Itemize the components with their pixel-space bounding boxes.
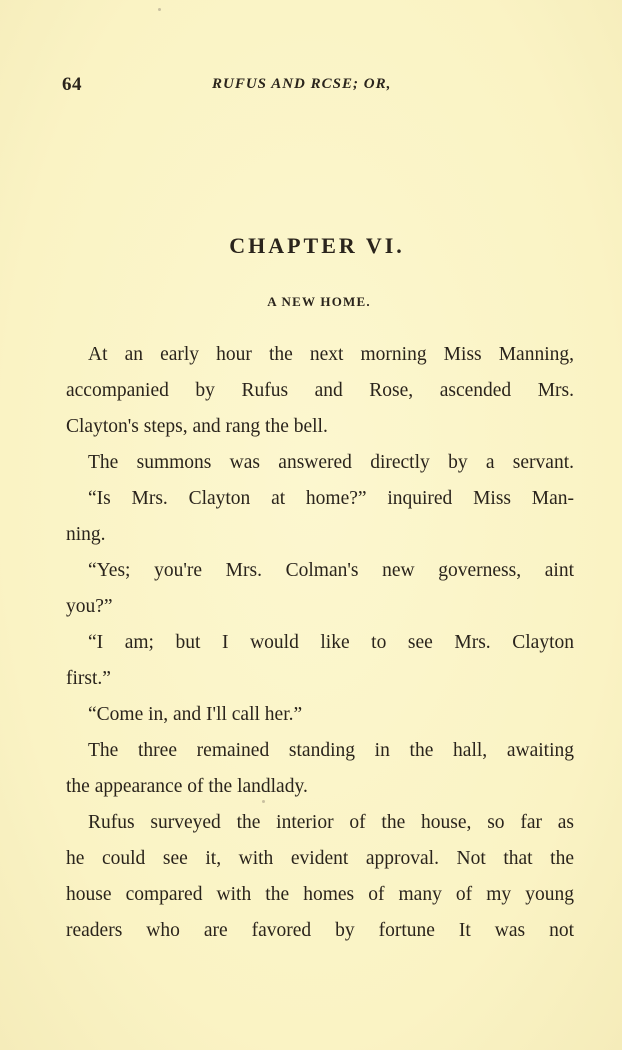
page-number: 64	[62, 74, 82, 95]
paper-speck	[158, 8, 161, 11]
text-line: Clayton's steps, and rang the bell.	[66, 416, 328, 437]
text-line: he could see it, with evident approval. Not that the	[66, 848, 574, 869]
text-line: “I am; but I would like to see Mrs. Clayton	[88, 632, 574, 653]
text-line: “Is Mrs. Clayton at home?” inquired Miss Man-	[88, 488, 574, 509]
text-line: you?”	[66, 596, 113, 617]
chapter-title: CHAPTER VI.	[229, 233, 405, 258]
page-header	[62, 74, 582, 98]
text-line: “Come in, and I'll call her.”	[88, 704, 303, 725]
text-line: At an early hour the next morning Miss Manning,	[88, 344, 574, 365]
chapter-subtitle: A NEW HOME.	[267, 294, 371, 309]
running-head: RUFUS AND RCSE; OR,	[212, 76, 392, 92]
text-line: first.”	[66, 668, 111, 689]
text-line: the appearance of the landlady.	[66, 776, 308, 797]
text-line: readers who are favored by fortune It was not	[66, 920, 574, 941]
text-line: “Yes; you're Mrs. Colman's new governess, aint	[88, 560, 574, 581]
text-line: Rufus surveyed the interior of the house, so far as	[88, 812, 574, 833]
paper-speck	[262, 800, 265, 803]
text-line: accompanied by Rufus and Rose, ascended Mrs.	[66, 380, 574, 401]
text-line: The summons was answered directly by a servant.	[88, 452, 574, 473]
text-line: ning.	[66, 524, 106, 545]
text-line: The three remained standing in the hall, awaiting	[88, 740, 574, 761]
text-line: house compared with the homes of many of my young	[66, 884, 574, 905]
